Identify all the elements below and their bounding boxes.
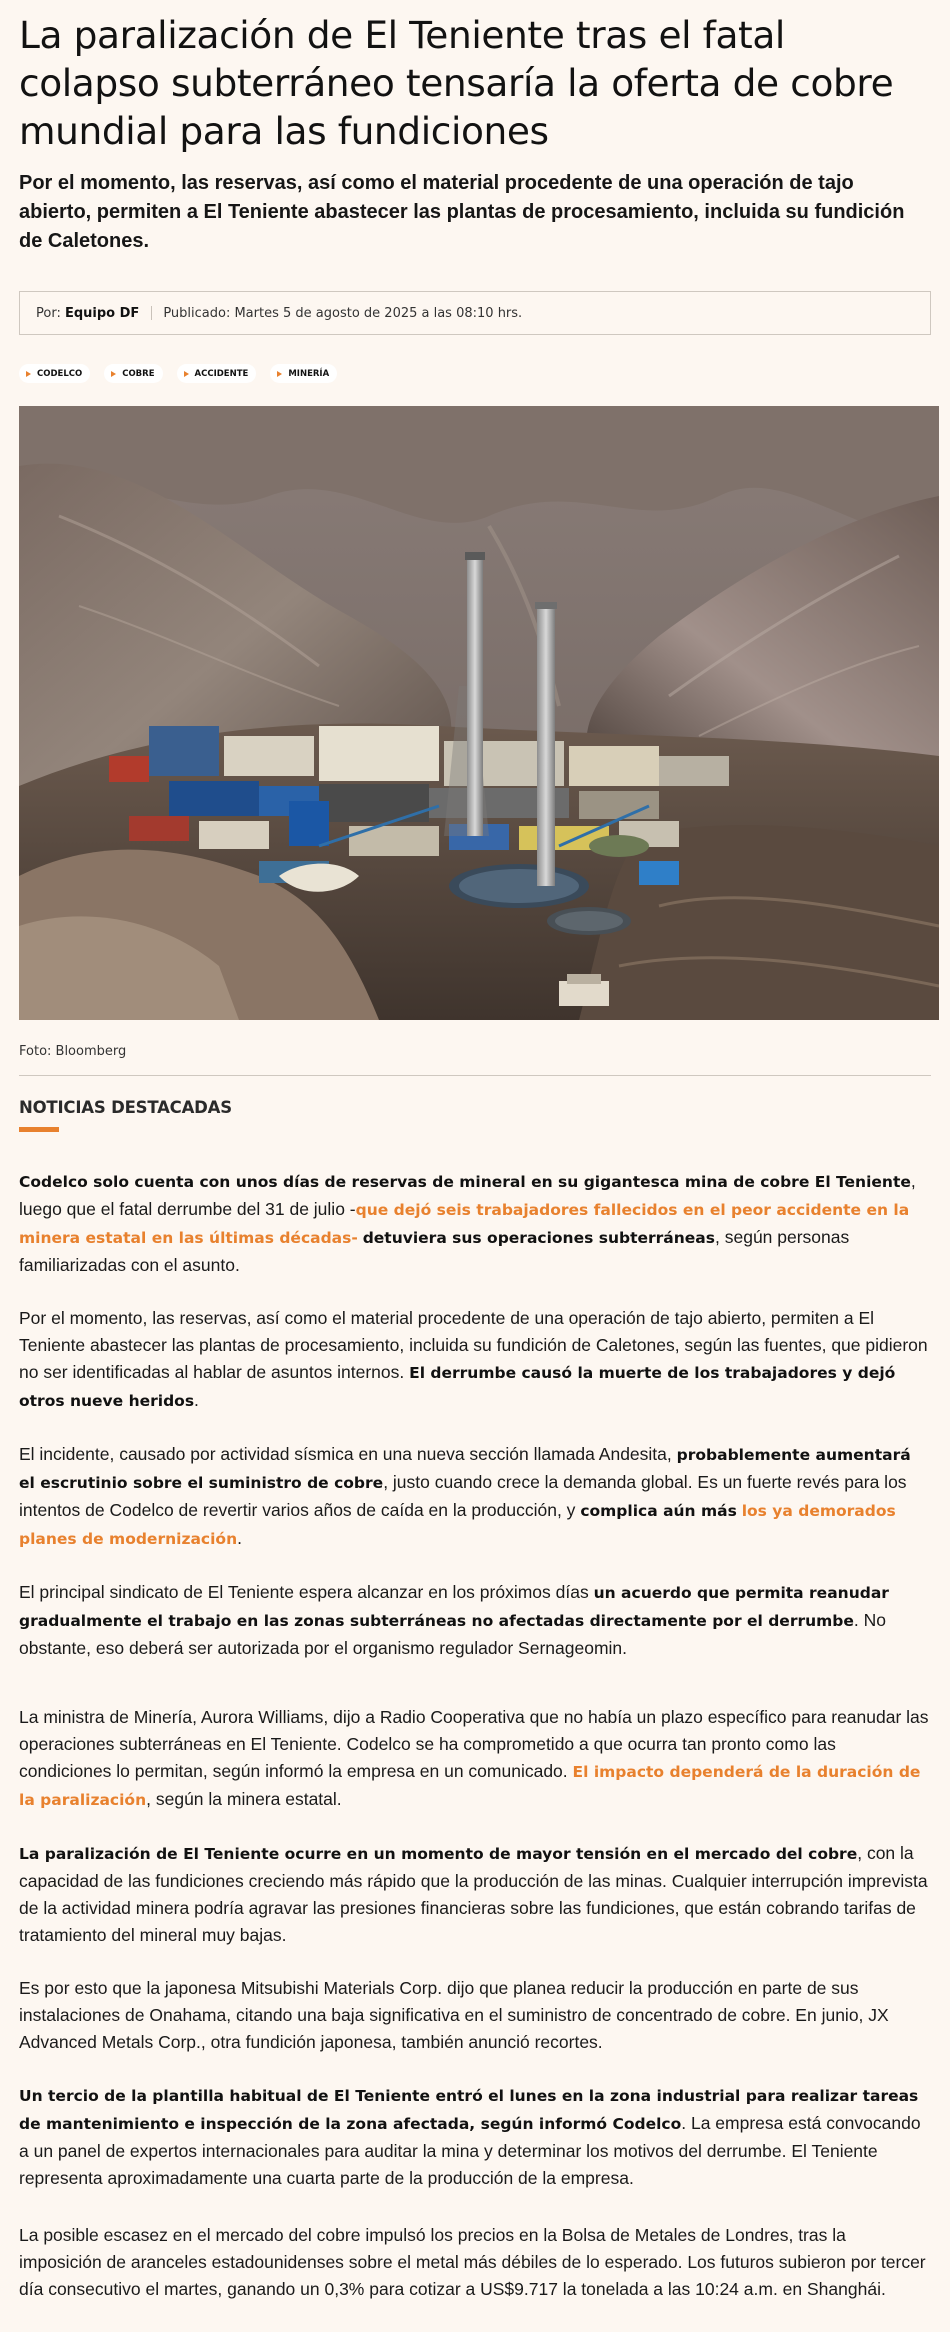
bold-text: La paralización de El Teniente ocurre en un momento de mayor tensión en el mercado del cobre <box>19 1845 858 1863</box>
body-text: El principal sindicato de El Teniente espera alcanzar en los próximos días <box>19 1582 594 1602</box>
inline-link[interactable]: que dejó seis trabajadores fallecidos en el peor accidente en la minera estatal en las últimas décadas- <box>19 1201 910 1247</box>
body-text: . La empresa está convocando a un panel de expertos internacionales para auditar la mina y determinar los motivos del derrumbe. El Teniente representa aproximadamente una cuarta parte de la producción de la empresa. <box>19 2113 921 2188</box>
body-text: . No obstante, eso deberá ser autorizada por el organismo regulador Sernageomin. <box>19 1610 887 1658</box>
body-text: , según la minera estatal. <box>146 1789 342 1809</box>
article-title: La paralización de El Teniente tras el fatal colapso subterráneo tensaría la oferta de cobre mundial para las fundiciones <box>19 13 894 153</box>
byline-published: Publicado: Martes 5 de agosto de 2025 a las 08:10 hrs. <box>163 305 523 321</box>
body-text: . <box>194 1390 199 1410</box>
bold-text: El derrumbe causó la muerte de los trabajadores y dejó otros nueve heridos <box>19 1364 896 1410</box>
triangle-right-icon <box>111 371 116 377</box>
tag-list <box>19 364 931 384</box>
byline-box <box>19 291 931 335</box>
body-text: , luego que el fatal derrumbe del 31 de julio - <box>19 1171 916 1219</box>
inline-link[interactable]: los ya demorados planes de modernización <box>19 1502 896 1548</box>
article-subtitle: Por el momento, las reservas, así como el material procedente de una operación de tajo abierto, permiten a El Teniente abastecer las plantas de procesamiento, incluida su fundición de Caletones. <box>19 172 905 252</box>
body-text: , según personas familiarizadas con el asunto. <box>19 1227 850 1275</box>
paragraph <box>19 1305 931 1415</box>
tag-label: MINERÍA <box>288 368 330 379</box>
paragraph <box>19 1704 931 1814</box>
byline-por-label: Por: <box>36 305 61 321</box>
paragraph <box>19 1168 931 1279</box>
tag-codelco[interactable] <box>19 364 90 383</box>
bold-text: Codelco solo cuenta con unos días de reservas de mineral en su gigantesca mina de cobre El Teniente <box>19 1173 911 1191</box>
bold-text: probablemente aumentará el escrutinio sobre el suministro de cobre <box>19 1446 911 1492</box>
paragraph <box>19 1975 931 2056</box>
body-text: La posible escasez en el mercado del cobre impulsó los precios en la Bolsa de Metales de Londres, tras la imposición de aranceles estadounidenses sobre el metal más débiles de lo esperado. Los futuros subieron por tercer día consecutivo el martes, ganando un 0,3% para cotizar a US$9.717 la tonelada a las 10:24 a.m. en Shanghái. <box>19 2225 926 2299</box>
article-body <box>19 1168 931 2303</box>
bold-text: Un tercio de la plantilla habitual de El Teniente entró el lunes en la zona industrial para realizar tareas de mantenimiento e inspección de la zona afectada, según informó Codelco <box>19 2087 919 2133</box>
tag-label: COBRE <box>122 368 155 379</box>
paragraph <box>19 1579 931 1662</box>
body-text: Por el momento, las reservas, así como el material procedente de una operación de tajo abierto, permiten a El Teniente abastecer las plantas de procesamiento, incluida su fundición de Caletones, según las fuentes, que pidieron no ser identificadas al hablar de asuntos internos. <box>19 1308 928 1382</box>
triangle-right-icon <box>277 371 282 377</box>
body-text: , justo cuando crece la demanda global. Es un fuerte revés para los intentos de Codelco de revertir varios años de caída en la producción, y <box>19 1472 907 1520</box>
triangle-right-icon <box>26 371 31 377</box>
bold-text: detuviera sus operaciones subterráneas <box>362 1229 715 1247</box>
tag-label: CODELCO <box>37 368 83 379</box>
bold-text: complica aún más <box>580 1502 737 1520</box>
bold-text: un acuerdo que permita reanudar gradualmente el trabajo en las zonas subterráneas no afectadas directamente por el derrumbe <box>19 1584 889 1630</box>
article-photo <box>19 406 939 1020</box>
divider <box>19 1075 931 1076</box>
tag-label: ACCIDENTE <box>194 368 249 379</box>
body-text: , con la capacidad de las fundiciones creciendo más rápido que la producción de las minas. Cualquier interrupción imprevista de la actividad minera podría agravar las presiones financieras sobre las fundiciones, que están cobrando tarifas de tratamiento del mineral muy bajas. <box>19 1843 928 1945</box>
photo-caption: Foto: Bloomberg <box>19 1044 127 1059</box>
paragraph <box>19 1840 931 1949</box>
section-title[interactable]: NOTICIAS DESTACADAS <box>19 1098 232 1117</box>
body-text: Es por esto que la japonesa Mitsubishi Materials Corp. dijo que planea reducir la producción en parte de sus instalaciones de Onahama, citando una baja significativa en el suministro de concentrado de cobre. En junio, JX Advanced Metals Corp., otra fundición japonesa, también anunció recortes. <box>19 1978 889 2052</box>
paragraph <box>19 2082 931 2192</box>
triangle-right-icon <box>184 371 189 377</box>
byline-separator <box>151 306 152 320</box>
paragraph <box>19 2222 931 2303</box>
tag-mineria[interactable] <box>270 364 337 383</box>
inline-link[interactable]: El impacto dependerá de la duración de la paralización <box>19 1763 921 1809</box>
section-accent-bar <box>19 1127 59 1132</box>
body-text: El incidente, causado por actividad sísmica en una nueva sección llamada Andesita, <box>19 1444 677 1464</box>
mine-landscape-illustration <box>19 406 939 1020</box>
body-text: La ministra de Minería, Aurora Williams, dijo a Radio Cooperativa que no había un plazo específico para reanudar las operaciones subterráneas en El Teniente. Codelco se ha comprometido a que ocurra tan pronto como las condiciones lo permitan, según informó la empresa en un comunicado. <box>19 1707 929 1781</box>
tag-cobre[interactable] <box>104 364 162 383</box>
body-text: . <box>237 1528 242 1548</box>
paragraph <box>19 1441 931 1553</box>
byline-author[interactable]: Equipo DF <box>64 305 140 321</box>
tag-accidente[interactable] <box>177 364 257 383</box>
